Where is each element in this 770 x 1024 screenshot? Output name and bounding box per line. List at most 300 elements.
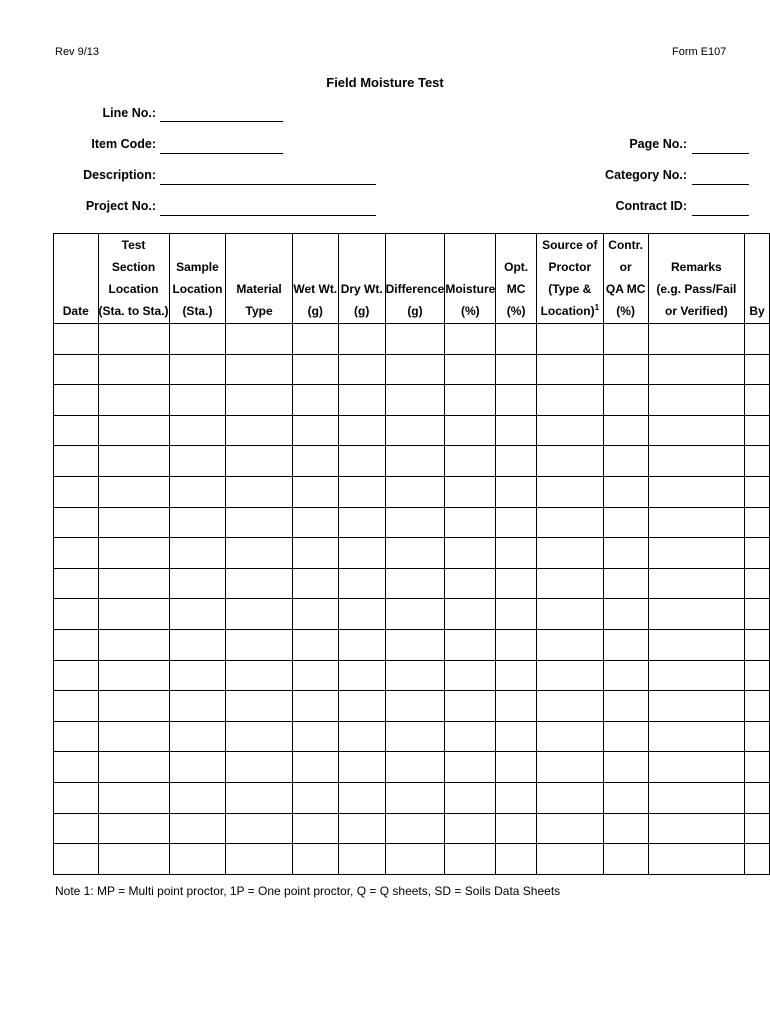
table-cell[interactable]: [338, 385, 385, 416]
table-cell[interactable]: [169, 476, 226, 507]
table-cell[interactable]: [603, 752, 648, 783]
table-cell[interactable]: [98, 691, 169, 722]
table-cell[interactable]: [536, 415, 603, 446]
line-no-field[interactable]: [160, 121, 283, 122]
column-header-line: [537, 256, 603, 278]
column-header-line: [170, 300, 226, 322]
table-cell[interactable]: [536, 844, 603, 875]
table-cell[interactable]: [445, 415, 496, 446]
table-cell[interactable]: [169, 629, 226, 660]
table-cell[interactable]: [169, 813, 226, 844]
table-cell[interactable]: [496, 782, 537, 813]
table-cell[interactable]: [338, 446, 385, 477]
table-cell[interactable]: [385, 660, 445, 691]
table-cell[interactable]: [98, 660, 169, 691]
table-cell[interactable]: [385, 691, 445, 722]
table-cell[interactable]: [745, 691, 770, 722]
table-cell[interactable]: [98, 354, 169, 385]
table-row: [54, 446, 770, 477]
table-cell[interactable]: [648, 599, 745, 630]
table-cell[interactable]: [603, 813, 648, 844]
table-cell[interactable]: [385, 415, 445, 446]
table-row: [54, 568, 770, 599]
description-field[interactable]: [160, 184, 376, 185]
table-cell[interactable]: [745, 752, 770, 783]
table-cell[interactable]: [445, 813, 496, 844]
table-cell[interactable]: [338, 782, 385, 813]
table-cell[interactable]: [169, 660, 226, 691]
table-cell[interactable]: [445, 844, 496, 875]
table-cell[interactable]: [745, 324, 770, 355]
table-cell[interactable]: [445, 629, 496, 660]
table-cell[interactable]: [648, 354, 745, 385]
table-cell[interactable]: [292, 507, 338, 538]
column-header-text: Contr.: [608, 238, 643, 252]
column-header-text: or Verified): [665, 304, 728, 318]
table-cell[interactable]: [385, 752, 445, 783]
table-cell[interactable]: [54, 476, 99, 507]
table-cell[interactable]: [445, 691, 496, 722]
table-cell[interactable]: [292, 354, 338, 385]
table-cell[interactable]: [445, 324, 496, 355]
table-cell[interactable]: [536, 629, 603, 660]
table-cell[interactable]: [98, 629, 169, 660]
table-cell[interactable]: [745, 599, 770, 630]
column-header-text: Sample: [176, 260, 219, 274]
table-cell[interactable]: [169, 691, 226, 722]
table-cell[interactable]: [338, 752, 385, 783]
table-cell[interactable]: [445, 660, 496, 691]
table-cell[interactable]: [226, 446, 292, 477]
column-header: [338, 234, 385, 324]
table-cell[interactable]: [169, 782, 226, 813]
table-cell[interactable]: [536, 752, 603, 783]
table-cell[interactable]: [385, 721, 445, 752]
table-cell[interactable]: [496, 752, 537, 783]
table-cell[interactable]: [536, 324, 603, 355]
table-cell[interactable]: [54, 568, 99, 599]
table-cell[interactable]: [54, 721, 99, 752]
table-cell[interactable]: [745, 782, 770, 813]
table-cell[interactable]: [745, 385, 770, 416]
table-cell[interactable]: [292, 324, 338, 355]
table-cell[interactable]: [648, 813, 745, 844]
table-cell[interactable]: [745, 813, 770, 844]
table-cell[interactable]: [226, 415, 292, 446]
table-cell[interactable]: [496, 476, 537, 507]
table-cell[interactable]: [54, 538, 99, 569]
table-cell[interactable]: [54, 324, 99, 355]
moisture-test-table: [53, 233, 770, 875]
column-header-text: (Sta.): [182, 304, 213, 318]
table-cell[interactable]: [496, 660, 537, 691]
table-cell[interactable]: [54, 385, 99, 416]
line-no-label: Line No.:: [102, 106, 156, 120]
table-cell[interactable]: [385, 476, 445, 507]
table-cell[interactable]: [54, 691, 99, 722]
table-cell[interactable]: [169, 568, 226, 599]
table-cell[interactable]: [745, 721, 770, 752]
table-cell[interactable]: [292, 752, 338, 783]
category-no-field[interactable]: [692, 184, 749, 185]
table-cell[interactable]: [169, 507, 226, 538]
table-cell[interactable]: [98, 782, 169, 813]
table-cell[interactable]: [385, 385, 445, 416]
table-cell[interactable]: [226, 354, 292, 385]
table-cell[interactable]: [496, 691, 537, 722]
column-header-text: Opt.: [504, 260, 529, 274]
table-cell[interactable]: [54, 813, 99, 844]
table-cell[interactable]: [169, 385, 226, 416]
table-cell[interactable]: [169, 324, 226, 355]
table-cell[interactable]: [98, 415, 169, 446]
table-cell[interactable]: [338, 415, 385, 446]
table-cell[interactable]: [445, 599, 496, 630]
table-cell[interactable]: [98, 599, 169, 630]
column-header-text: Test: [121, 238, 146, 252]
table-cell[interactable]: [338, 660, 385, 691]
table-cell[interactable]: [745, 507, 770, 538]
table-cell[interactable]: [385, 782, 445, 813]
table-cell[interactable]: [445, 568, 496, 599]
table-cell[interactable]: [745, 844, 770, 875]
column-header-line: [496, 256, 536, 278]
table-cell[interactable]: [603, 782, 648, 813]
table-cell[interactable]: [54, 660, 99, 691]
table-cell[interactable]: [169, 538, 226, 569]
table-cell[interactable]: [54, 415, 99, 446]
table-cell[interactable]: [338, 507, 385, 538]
column-header-line: [99, 300, 169, 322]
column-header: [226, 234, 292, 324]
table-cell[interactable]: [745, 568, 770, 599]
column-header: [745, 234, 770, 324]
column-header-text: Location): [540, 304, 595, 318]
table-cell[interactable]: [226, 691, 292, 722]
table-cell[interactable]: [445, 782, 496, 813]
table-cell[interactable]: [226, 507, 292, 538]
column-header-line: [226, 300, 291, 322]
column-header-line: [496, 278, 536, 300]
table-cell[interactable]: [338, 844, 385, 875]
table-cell[interactable]: [338, 568, 385, 599]
table-cell[interactable]: [648, 324, 745, 355]
table-cell[interactable]: [226, 538, 292, 569]
table-row: [54, 782, 770, 813]
table-cell[interactable]: [745, 538, 770, 569]
table-cell[interactable]: [536, 782, 603, 813]
table-cell[interactable]: [496, 446, 537, 477]
table-cell[interactable]: [745, 629, 770, 660]
table-cell[interactable]: [338, 599, 385, 630]
table-cell[interactable]: [385, 538, 445, 569]
table-cell[interactable]: [445, 446, 496, 477]
table-cell[interactable]: [292, 721, 338, 752]
table-cell[interactable]: [648, 844, 745, 875]
table-cell[interactable]: [292, 813, 338, 844]
page-no-field[interactable]: [692, 153, 749, 154]
table-cell[interactable]: [54, 446, 99, 477]
table-cell[interactable]: [338, 538, 385, 569]
table-cell[interactable]: [648, 721, 745, 752]
table-row: [54, 660, 770, 691]
table-row: [54, 324, 770, 355]
table-cell[interactable]: [603, 599, 648, 630]
table-cell[interactable]: [98, 568, 169, 599]
table-cell[interactable]: [292, 415, 338, 446]
table-cell[interactable]: [496, 568, 537, 599]
table-cell[interactable]: [98, 446, 169, 477]
table-cell[interactable]: [385, 354, 445, 385]
table-cell[interactable]: [385, 844, 445, 875]
table-cell[interactable]: [292, 385, 338, 416]
page-no-label: Page No.:: [629, 137, 687, 151]
table-cell[interactable]: [338, 324, 385, 355]
table-cell[interactable]: [536, 538, 603, 569]
table-cell[interactable]: [445, 476, 496, 507]
column-header-text: (e.g. Pass/Fail: [656, 282, 737, 296]
footnote: Note 1: MP = Multi point proctor, 1P = One point proctor, Q = Q sheets, SD = Soils Data Sheets: [55, 884, 561, 898]
table-cell[interactable]: [338, 354, 385, 385]
table-row: [54, 691, 770, 722]
table-cell[interactable]: [226, 629, 292, 660]
table-cell[interactable]: [648, 660, 745, 691]
table-cell[interactable]: [603, 385, 648, 416]
table-cell[interactable]: [226, 844, 292, 875]
table-cell[interactable]: [648, 415, 745, 446]
column-header-text: MC: [506, 282, 526, 296]
table-cell[interactable]: [536, 721, 603, 752]
table-cell[interactable]: [98, 752, 169, 783]
column-header-line: [445, 278, 495, 300]
table-cell[interactable]: [648, 568, 745, 599]
table-cell[interactable]: [603, 446, 648, 477]
column-header: [98, 234, 169, 324]
table-cell[interactable]: [536, 507, 603, 538]
item-code-label: Item Code:: [91, 137, 156, 151]
column-header-line: [604, 256, 648, 278]
table-cell[interactable]: [98, 844, 169, 875]
table-cell[interactable]: [445, 507, 496, 538]
table-cell[interactable]: [54, 844, 99, 875]
table-cell[interactable]: [226, 813, 292, 844]
column-header-line: [537, 278, 603, 300]
table-cell[interactable]: [169, 415, 226, 446]
table-cell[interactable]: [292, 476, 338, 507]
table-cell[interactable]: [54, 629, 99, 660]
table-cell[interactable]: [226, 721, 292, 752]
table-cell[interactable]: [226, 752, 292, 783]
table-cell[interactable]: [603, 354, 648, 385]
table-cell[interactable]: [54, 752, 99, 783]
table-cell[interactable]: [292, 599, 338, 630]
table-cell[interactable]: [496, 385, 537, 416]
table-cell[interactable]: [98, 507, 169, 538]
column-header-text: Type: [245, 304, 273, 318]
table-cell[interactable]: [603, 324, 648, 355]
table-cell[interactable]: [603, 507, 648, 538]
table-cell[interactable]: [496, 354, 537, 385]
column-header-text: Source of: [542, 238, 598, 252]
table-cell[interactable]: [445, 385, 496, 416]
table-cell[interactable]: [496, 599, 537, 630]
page-title: Field Moisture Test: [326, 75, 444, 90]
column-header-line: [339, 278, 385, 300]
table-cell[interactable]: [292, 691, 338, 722]
table-cell[interactable]: [445, 538, 496, 569]
table-cell[interactable]: [226, 324, 292, 355]
table-cell[interactable]: [536, 446, 603, 477]
table-cell[interactable]: [745, 415, 770, 446]
table-cell[interactable]: [648, 446, 745, 477]
table-cell[interactable]: [98, 476, 169, 507]
column-header-line: [293, 300, 338, 322]
table-cell[interactable]: [536, 813, 603, 844]
table-cell[interactable]: [54, 782, 99, 813]
table-cell[interactable]: [54, 599, 99, 630]
table-cell[interactable]: [226, 385, 292, 416]
table-cell[interactable]: [648, 507, 745, 538]
table-cell[interactable]: [292, 446, 338, 477]
column-header-line: [649, 300, 745, 322]
item-code-field[interactable]: [160, 153, 283, 154]
table-row: [54, 415, 770, 446]
table-cell[interactable]: [385, 629, 445, 660]
column-header-line: [170, 278, 226, 300]
table-cell[interactable]: [603, 844, 648, 875]
column-header-text: Date: [62, 304, 89, 318]
table-cell[interactable]: [648, 782, 745, 813]
table-cell[interactable]: [338, 691, 385, 722]
table-cell[interactable]: [226, 599, 292, 630]
table-cell[interactable]: [445, 721, 496, 752]
table-cell[interactable]: [292, 629, 338, 660]
table-cell[interactable]: [603, 415, 648, 446]
table-cell[interactable]: [169, 599, 226, 630]
table-cell[interactable]: [536, 476, 603, 507]
table-cell[interactable]: [292, 844, 338, 875]
table-cell[interactable]: [603, 538, 648, 569]
table-cell[interactable]: [292, 782, 338, 813]
column-header-text: Remarks: [671, 260, 722, 274]
column-header-line: [604, 300, 648, 322]
column-header-line: [445, 300, 495, 322]
table-cell[interactable]: [648, 691, 745, 722]
table-cell[interactable]: [338, 629, 385, 660]
table-cell[interactable]: [98, 324, 169, 355]
table-cell[interactable]: [54, 354, 99, 385]
table-cell[interactable]: [226, 782, 292, 813]
table-cell[interactable]: [98, 385, 169, 416]
column-header-text: Location: [172, 282, 223, 296]
table-cell[interactable]: [338, 476, 385, 507]
table-cell[interactable]: [648, 629, 745, 660]
table-cell[interactable]: [536, 568, 603, 599]
table-cell[interactable]: [496, 629, 537, 660]
column-header-line: [386, 278, 445, 300]
table-cell[interactable]: [496, 721, 537, 752]
table-cell[interactable]: [385, 599, 445, 630]
column-header-text: (g): [307, 304, 323, 318]
table-cell[interactable]: [648, 385, 745, 416]
table-cell[interactable]: [536, 660, 603, 691]
table-cell[interactable]: [292, 538, 338, 569]
table-cell[interactable]: [496, 507, 537, 538]
table-cell[interactable]: [496, 324, 537, 355]
table-cell[interactable]: [603, 568, 648, 599]
table-cell[interactable]: [603, 476, 648, 507]
table-cell[interactable]: [536, 599, 603, 630]
table-cell[interactable]: [603, 629, 648, 660]
table-cell[interactable]: [536, 354, 603, 385]
column-header-text: Material: [236, 282, 282, 296]
table-cell[interactable]: [292, 660, 338, 691]
column-header-line: [649, 256, 745, 278]
table-cell[interactable]: [169, 446, 226, 477]
table-cell[interactable]: [385, 507, 445, 538]
table-cell[interactable]: [603, 660, 648, 691]
table-cell[interactable]: [603, 721, 648, 752]
table-cell[interactable]: [648, 538, 745, 569]
table-cell[interactable]: [745, 660, 770, 691]
table-cell[interactable]: [226, 476, 292, 507]
column-header-text: By: [749, 304, 765, 318]
table-cell[interactable]: [445, 354, 496, 385]
column-header-text: Section: [111, 260, 156, 274]
column-header-line: [293, 278, 338, 300]
column-header-line: [537, 300, 603, 322]
table-cell[interactable]: [98, 538, 169, 569]
table-cell[interactable]: [745, 354, 770, 385]
table-cell[interactable]: [385, 568, 445, 599]
table-cell[interactable]: [603, 691, 648, 722]
table-cell[interactable]: [98, 721, 169, 752]
table-cell[interactable]: [226, 568, 292, 599]
table-cell[interactable]: [496, 538, 537, 569]
table-cell[interactable]: [292, 568, 338, 599]
table-cell[interactable]: [169, 354, 226, 385]
table-cell[interactable]: [385, 324, 445, 355]
table-cell[interactable]: [98, 813, 169, 844]
table-cell[interactable]: [445, 752, 496, 783]
table-cell[interactable]: [385, 446, 445, 477]
table-header-row: [54, 234, 770, 324]
table-cell[interactable]: [496, 415, 537, 446]
table-cell[interactable]: [338, 721, 385, 752]
table-cell[interactable]: [536, 691, 603, 722]
table-cell[interactable]: [745, 446, 770, 477]
table-cell[interactable]: [338, 813, 385, 844]
project-no-field[interactable]: [160, 215, 376, 216]
table-cell[interactable]: [226, 660, 292, 691]
table-cell[interactable]: [169, 721, 226, 752]
table-cell[interactable]: [169, 752, 226, 783]
table-cell[interactable]: [54, 507, 99, 538]
description-label: Description:: [83, 168, 156, 182]
table-cell[interactable]: [385, 813, 445, 844]
column-header-text: Dry Wt.: [340, 282, 383, 296]
table-cell[interactable]: [169, 844, 226, 875]
table-cell[interactable]: [745, 476, 770, 507]
table-cell[interactable]: [648, 476, 745, 507]
table-cell[interactable]: [648, 752, 745, 783]
contract-id-field[interactable]: [692, 215, 749, 216]
table-cell[interactable]: [496, 844, 537, 875]
table-cell[interactable]: [536, 385, 603, 416]
table-cell[interactable]: [496, 813, 537, 844]
column-header-text: Proctor: [548, 260, 592, 274]
column-header-line: [604, 234, 648, 256]
